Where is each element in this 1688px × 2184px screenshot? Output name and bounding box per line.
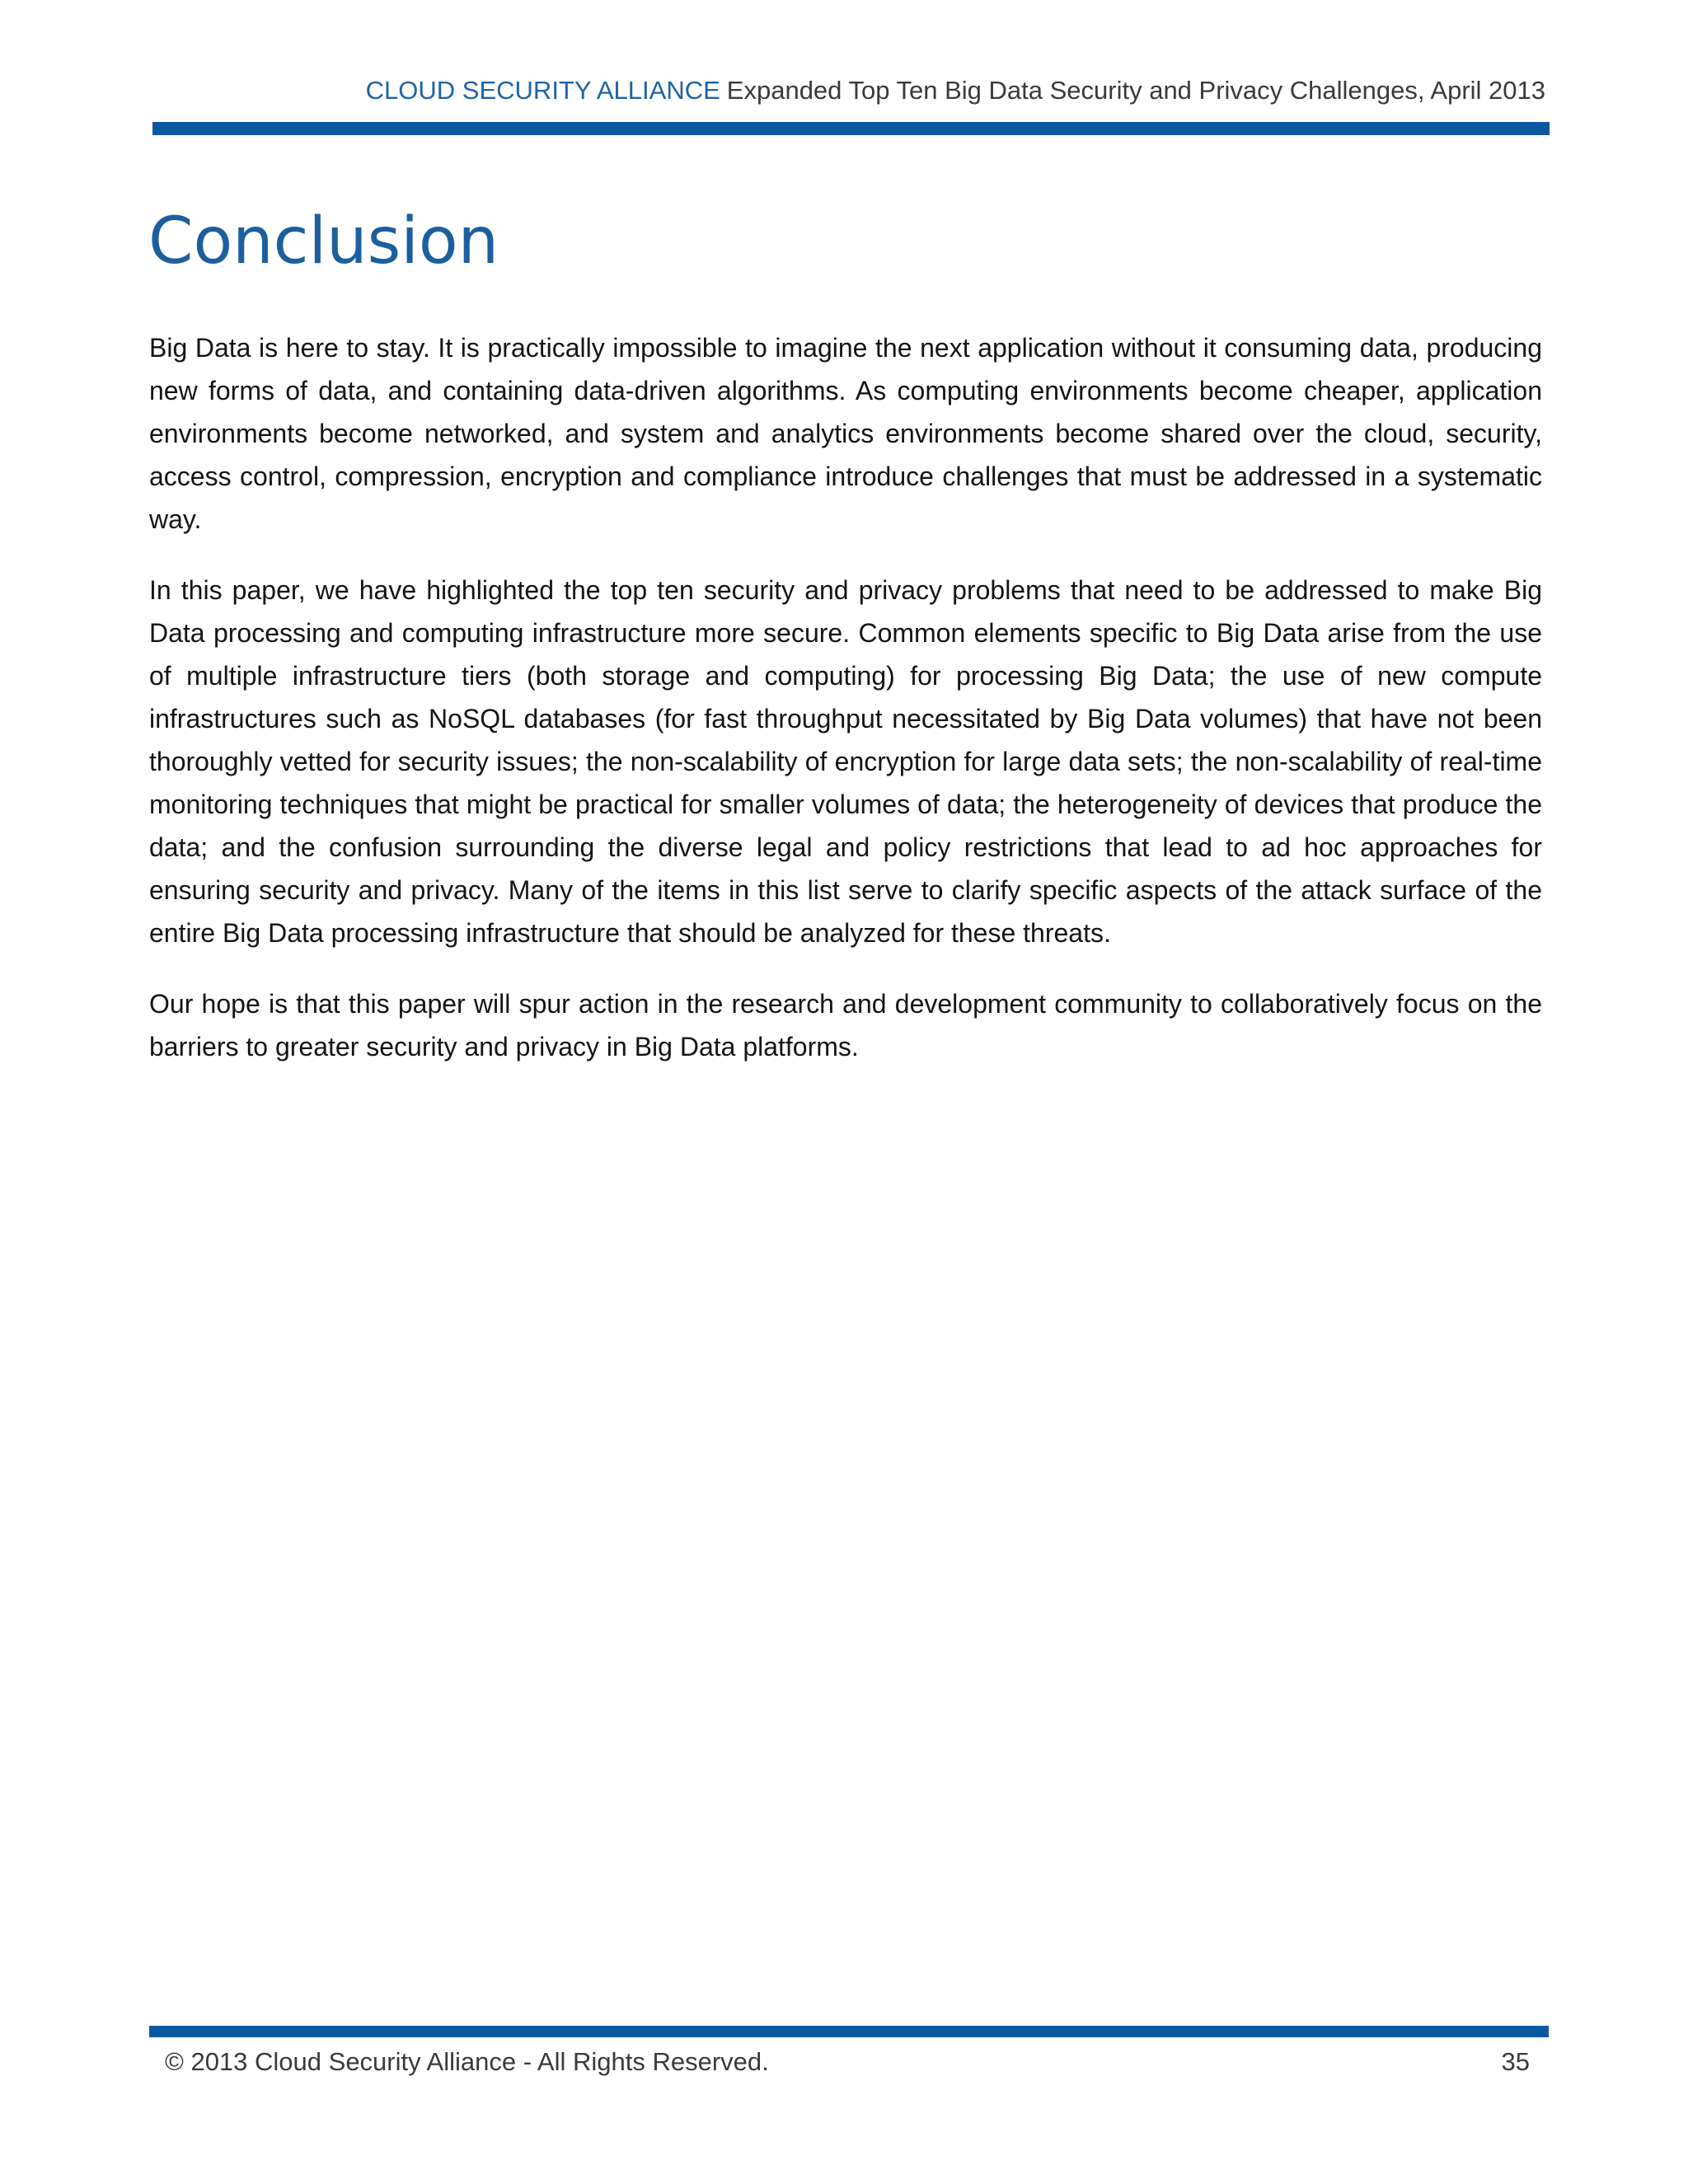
body-text <box>149 326 1542 1096</box>
page-header <box>152 73 1545 109</box>
header-org-name: CLOUD SECURITY ALLIANCE <box>365 76 720 105</box>
page-number: 35 <box>1501 2047 1530 2076</box>
paragraph-2: In this paper, we have highlighted the top ten security and privacy problems that need to be addressed to make Big Data processing and computing infrastructure more secure. Common elements specific to Big Data arise from the use of multiple infrastructure tiers (both storage and computing) for processing Big Data; the use of new compute infrastructures such as NoSQL databases (for fast throughput necessitated by Big Data volumes) that have not been thoroughly vetted for security issues; the non-scalability of encryption for large data sets; the non-scalability of real-time monitoring techniques that might be practical for smaller volumes of data; the heterogeneity of devices that produce the data; and the confusion surrounding the diverse legal and policy restrictions that lead to ad hoc approaches for ensuring security and privacy. Many of the items in this list serve to clarify specific aspects of the attack surface of the entire Big Data processing infrastructure that should be analyzed for these threats. <box>149 575 1542 948</box>
header-divider <box>152 122 1550 135</box>
page-title: Conclusion <box>148 204 499 279</box>
header-document-title: Expanded Top Ten Big Data Security and Privacy Challenges, April 2013 <box>726 76 1545 105</box>
footer-copyright: © 2013 Cloud Security Alliance - All Rights Reserved. <box>165 2047 769 2076</box>
paragraph-3: Our hope is that this paper will spur action in the research and development community to collaboratively focus on the barriers to greater security and privacy in Big Data platforms. <box>149 989 1542 1062</box>
footer-divider <box>149 2026 1549 2037</box>
paragraph-1: Big Data is here to stay. It is practically impossible to imagine the next application without it consuming data, producing new forms of data, and containing data-driven algorithms. As computing environments become cheaper, application environments become networked, and system and analytics environments become shared over the cloud, security, access control, compression, encryption and compliance introduce challenges that must be addressed in a systematic way. <box>149 333 1542 534</box>
